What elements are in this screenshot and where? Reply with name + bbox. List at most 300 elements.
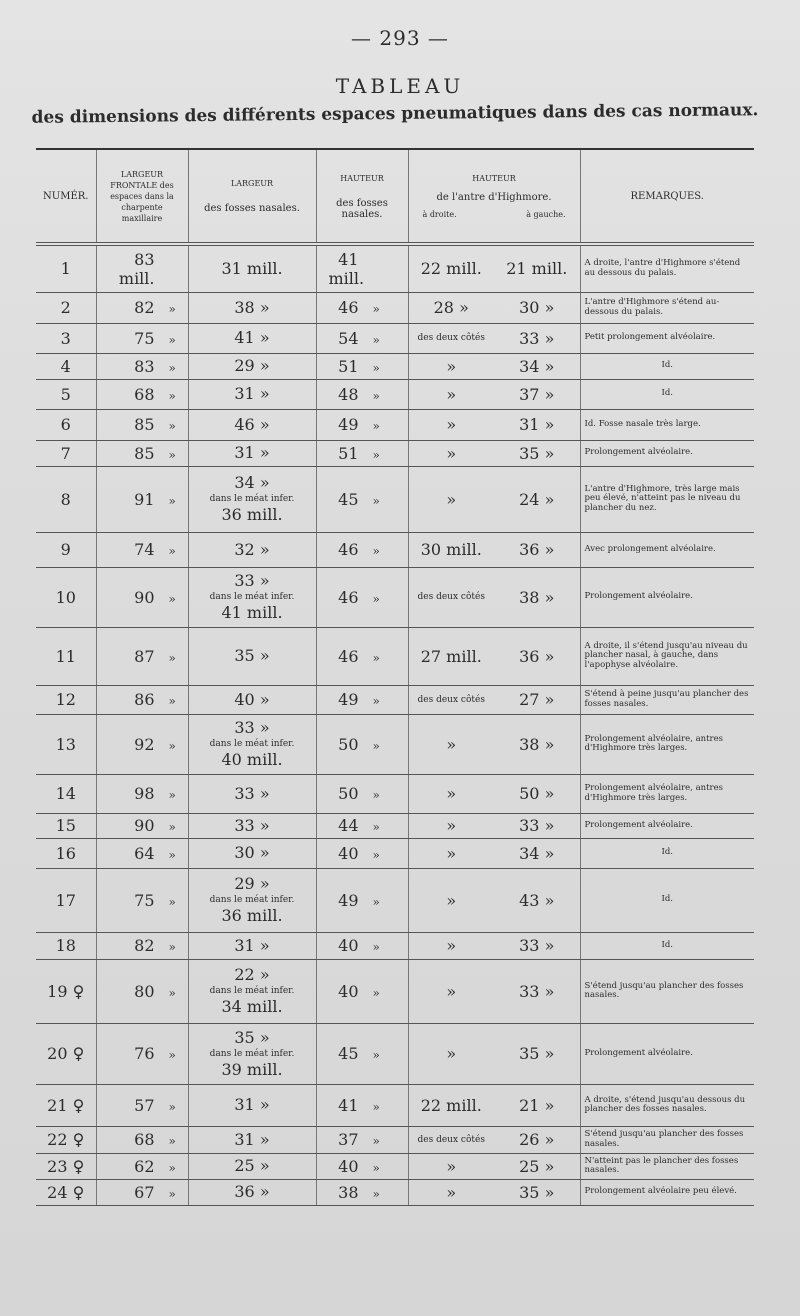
cell-remarques: Avec prolongement alvéolaire. — [580, 532, 754, 567]
ditto-mark: » — [372, 1160, 380, 1175]
ditto-mark: » — [372, 1134, 380, 1148]
dimensions-table — [36, 148, 754, 1206]
largeur-note: dans le méat infer. — [209, 986, 295, 996]
cell-numero: 7 — [36, 440, 96, 466]
cell-largeur — [188, 774, 316, 813]
largeur-frontale-value: 64 — [134, 843, 155, 863]
cell-numero: 18 — [36, 932, 96, 959]
table-row — [36, 440, 754, 466]
hauteur-value: 46 — [338, 298, 359, 317]
antre-gauche-value: 36 » — [519, 646, 555, 666]
largeur-frontale-value: 75 — [134, 890, 155, 910]
antre-droite-value: » — [446, 1156, 457, 1176]
cell-remarques: Id. — [580, 353, 754, 379]
table-row — [36, 532, 754, 567]
ditto-mark: » — [372, 1048, 380, 1062]
largeur-value: 33 » — [234, 571, 270, 590]
antre-values — [409, 540, 580, 559]
largeur-value: 30 » — [234, 843, 270, 862]
hauteur-value: 37 — [338, 1130, 359, 1149]
cell-largeur-frontale — [96, 1179, 188, 1205]
largeur-note: dans le méat infer. — [209, 739, 295, 749]
ditto-mark: » — [168, 591, 176, 606]
antre-values — [409, 1096, 580, 1115]
cell-remarques: L'antre d'Highmore s'étend au-dessous du palais. — [580, 292, 754, 323]
table-row — [36, 567, 754, 627]
cell-remarques: Id. — [580, 379, 754, 409]
antre-values — [409, 357, 580, 376]
largeur-value: 36 » — [234, 1182, 270, 1201]
hauteur-value: 51 — [338, 356, 359, 376]
antre-gauche-value: 30 » — [519, 298, 555, 317]
antre-droite-value: 27 mill. — [420, 646, 482, 666]
table-row — [36, 813, 754, 838]
table-row — [36, 353, 754, 379]
antre-gauche-value: 43 » — [519, 890, 555, 910]
ditto-mark: » — [372, 360, 380, 375]
ditto-mark: » — [372, 1186, 380, 1201]
cell-hauteur — [316, 409, 408, 440]
cell-numero: 6 — [36, 409, 96, 440]
ditto-mark: » — [168, 544, 176, 558]
largeur-meat-value: 36 mill. — [221, 505, 283, 524]
largeur-frontale-value: 68 — [134, 384, 155, 404]
antre-gauche-value: 27 » — [519, 690, 555, 709]
antre-values — [409, 784, 580, 803]
largeur-frontale-value: 91 — [134, 489, 155, 509]
antre-values — [409, 982, 580, 1001]
table-row — [36, 1179, 754, 1205]
antre-gauche-value: 34 » — [519, 356, 555, 376]
cell-remarques: S'étend jusqu'au plancher des fosses nasales. — [580, 1126, 754, 1153]
antre-droite-value: » — [446, 843, 457, 863]
antre-droite-value: 30 mill. — [420, 540, 482, 559]
largeur-note: dans le méat infer. — [209, 1048, 295, 1059]
cell-numero: 1 — [36, 244, 96, 292]
antre-gauche-value: 35 » — [519, 1044, 555, 1063]
cell-hauteur — [316, 353, 408, 379]
cell-largeur — [188, 868, 316, 932]
table-row — [36, 714, 754, 774]
hauteur-value: 51 — [338, 443, 359, 463]
largeur-frontale-value: 74 — [134, 540, 155, 559]
cell-numero: 22 ♀ — [36, 1126, 96, 1153]
largeur-value: 31 » — [234, 443, 270, 462]
cell-largeur — [188, 532, 316, 567]
table-row — [36, 1126, 754, 1153]
page-number: — 293 — — [351, 26, 449, 50]
cell-remarques: Prolongement alvéolaire. — [580, 813, 754, 838]
largeur-value: 40 » — [234, 689, 270, 709]
antre-values — [409, 1157, 580, 1176]
largeur-frontale-value: 92 — [134, 734, 155, 754]
antre-values — [409, 588, 580, 607]
table-row — [36, 868, 754, 932]
antre-values — [409, 490, 580, 509]
ditto-mark: » — [372, 591, 380, 606]
antre-gauche-value: 37 » — [519, 384, 555, 404]
cell-hauteur — [316, 1023, 408, 1084]
antre-values — [409, 385, 580, 404]
cell-numero: 12 — [36, 685, 96, 714]
largeur-value: 46 » — [234, 414, 270, 434]
cell-hauteur-antre — [408, 627, 580, 685]
cell-numero: 2 — [36, 292, 96, 323]
table-row — [36, 466, 754, 532]
table-title: TABLEAU — [335, 74, 465, 98]
ditto-mark: » — [168, 985, 176, 1000]
table-row — [36, 627, 754, 685]
cell-remarques: A droite, l'antre d'Highmore s'étend au dessous du palais. — [580, 244, 754, 292]
ditto-mark: » — [168, 419, 176, 433]
antre-gauche-value: 35 » — [519, 1182, 555, 1202]
antre-gauche-value: 50 » — [519, 784, 555, 803]
cell-remarques: Id. Fosse nasale très large. — [580, 409, 754, 440]
ditto-mark: » — [372, 985, 380, 1000]
cell-largeur — [188, 838, 316, 868]
header-remarques: REMARQUES. — [580, 149, 754, 244]
cell-largeur-frontale — [96, 685, 188, 714]
table-subtitle: des dimensions des différents espaces pneumatiques dans des cas normaux. — [31, 100, 759, 128]
table-row — [36, 932, 754, 959]
antre-gauche-value: 38 » — [519, 734, 555, 754]
largeur-frontale-value: 90 — [134, 816, 155, 835]
cell-remarques: Prolongement alvéolaire peu élevé. — [580, 1179, 754, 1205]
cell-remarques: Prolongement alvéolaire. — [580, 567, 754, 627]
antre-droite-value: » — [446, 816, 457, 835]
cell-largeur-frontale — [96, 838, 188, 868]
largeur-meat-value: 36 mill. — [221, 906, 283, 925]
cell-largeur — [188, 244, 316, 292]
antre-droite-value: 22 mill. — [420, 1095, 482, 1115]
cell-hauteur-antre — [408, 868, 580, 932]
cell-largeur-frontale — [96, 466, 188, 532]
ditto-mark: » — [372, 388, 380, 403]
antre-droite-value: » — [446, 784, 457, 803]
antre-droite-value: » — [446, 356, 457, 376]
table-row — [36, 685, 754, 714]
cell-numero: 3 — [36, 323, 96, 353]
cell-largeur — [188, 959, 316, 1023]
cell-hauteur-antre — [408, 813, 580, 838]
antre-values — [409, 1130, 580, 1149]
cell-largeur — [188, 813, 316, 838]
ditto-mark: » — [372, 847, 380, 862]
largeur-value: 31 » — [234, 384, 270, 403]
largeur-frontale-value: 85 — [134, 443, 155, 463]
cell-hauteur — [316, 838, 408, 868]
largeur-frontale-value: 82 — [134, 298, 155, 317]
ditto-mark: » — [372, 1099, 380, 1114]
largeur-value: 33 » — [234, 783, 270, 803]
largeur-value: 31 » — [234, 935, 270, 955]
cell-hauteur — [316, 959, 408, 1023]
largeur-meat-value: 41 mill. — [221, 603, 283, 622]
hauteur-value: 50 — [338, 784, 359, 803]
cell-hauteur-antre — [408, 932, 580, 959]
largeur-frontale-value: 67 — [134, 1182, 155, 1202]
antre-values — [409, 1044, 580, 1063]
header-numero: NUMÉR. — [36, 149, 96, 244]
largeur-value: 32 » — [234, 539, 270, 559]
largeur-frontale-value: 62 — [134, 1156, 155, 1176]
antre-droite-value: » — [446, 734, 457, 754]
ditto-mark: » — [168, 360, 176, 375]
table-row — [36, 1023, 754, 1084]
cell-largeur-frontale — [96, 323, 188, 353]
antre-values — [409, 444, 580, 463]
cell-remarques: Prolongement alvéolaire. — [580, 440, 754, 466]
antre-values — [409, 690, 580, 709]
cell-numero: 11 — [36, 627, 96, 685]
hauteur-value: 45 — [338, 1044, 359, 1063]
cell-hauteur — [316, 379, 408, 409]
antre-values — [409, 415, 580, 434]
table-row — [36, 838, 754, 868]
ditto-mark: » — [168, 447, 176, 462]
cell-numero: 4 — [36, 353, 96, 379]
cell-hauteur-antre — [408, 244, 580, 292]
cell-hauteur — [316, 323, 408, 353]
ditto-mark: » — [372, 447, 380, 462]
hauteur-value: 40 — [338, 936, 359, 955]
cell-hauteur-antre — [408, 1126, 580, 1153]
antre-droite-value: » — [446, 1044, 457, 1063]
largeur-meat-value: 39 mill. — [221, 1059, 283, 1079]
cell-hauteur — [316, 627, 408, 685]
antre-gauche-value: 33 » — [519, 816, 555, 835]
table-row — [36, 1084, 754, 1126]
cell-largeur — [188, 1179, 316, 1205]
ditto-mark: » — [168, 493, 176, 508]
antre-values — [409, 735, 580, 754]
cell-largeur-frontale — [96, 440, 188, 466]
cell-remarques: Prolongement alvéolaire, antres d'Highmore très larges. — [580, 714, 754, 774]
header-largeur-frontale: LARGEUR FRONTALE des espaces dans la charpente maxillaire — [96, 149, 188, 244]
largeur-frontale-value: 80 — [134, 981, 155, 1001]
hauteur-value: 48 — [338, 384, 359, 404]
cell-remarques: A droite, il s'étend jusqu'au niveau du plancher nasal, à gauche, dans l'apophyse alvéolaire. — [580, 627, 754, 685]
cell-hauteur — [316, 466, 408, 532]
largeur-value: 41 » — [234, 328, 270, 347]
cell-hauteur — [316, 567, 408, 627]
cell-hauteur — [316, 868, 408, 932]
largeur-frontale-value: 87 — [134, 646, 155, 666]
cell-numero: 15 — [36, 813, 96, 838]
cell-largeur — [188, 567, 316, 627]
cell-largeur — [188, 1023, 316, 1084]
antre-gauche-value: 33 » — [519, 936, 555, 955]
ditto-mark: » — [168, 1160, 176, 1175]
largeur-frontale-value: 83 — [134, 356, 155, 376]
largeur-note: dans le méat infer. — [209, 494, 295, 504]
cell-remarques: L'antre d'Highmore, très large mais peu élevé, n'atteint pas le niveau du plancher du nez. — [580, 466, 754, 532]
cell-hauteur-antre — [408, 714, 580, 774]
cell-largeur-frontale — [96, 1084, 188, 1126]
cell-hauteur-antre — [408, 1153, 580, 1179]
largeur-frontale-value: 57 — [134, 1095, 155, 1115]
cell-largeur — [188, 323, 316, 353]
antre-gauche-value: 33 » — [519, 981, 555, 1001]
cell-largeur-frontale — [96, 567, 188, 627]
ditto-mark: » — [372, 694, 380, 708]
ditto-mark: » — [168, 788, 176, 802]
hauteur-value: 38 — [338, 1182, 359, 1202]
cell-hauteur — [316, 1084, 408, 1126]
cell-numero: 19 ♀ — [36, 959, 96, 1023]
largeur-value: 29 » — [234, 356, 270, 375]
cell-numero: 16 — [36, 838, 96, 868]
cell-hauteur — [316, 1179, 408, 1205]
cell-largeur — [188, 466, 316, 532]
cell-hauteur-antre — [408, 1023, 580, 1084]
largeur-frontale-value: 86 — [134, 690, 155, 709]
cell-numero: 8 — [36, 466, 96, 532]
hauteur-value: 46 — [338, 646, 359, 666]
ditto-mark: » — [372, 544, 380, 558]
cell-numero: 21 ♀ — [36, 1084, 96, 1126]
hauteur-value: 40 — [338, 981, 359, 1001]
antre-gauche-value: 36 » — [519, 540, 555, 559]
cell-largeur — [188, 409, 316, 440]
ditto-mark: » — [372, 419, 380, 433]
largeur-frontale-value: 76 — [134, 1044, 155, 1063]
cell-remarques: N'atteint pas le plancher des fosses nasales. — [580, 1153, 754, 1179]
antre-values — [409, 259, 580, 278]
table-row — [36, 959, 754, 1023]
antre-droite-value: 28 » — [433, 298, 469, 317]
cell-largeur — [188, 379, 316, 409]
ditto-mark: » — [372, 738, 380, 753]
ditto-mark: » — [168, 894, 176, 909]
ditto-mark: » — [168, 738, 176, 753]
largeur-frontale-value: 82 — [134, 936, 155, 955]
largeur-value: 35 » — [234, 646, 270, 665]
hauteur-value: 40 — [338, 843, 359, 863]
table-body — [36, 244, 754, 1205]
cell-hauteur-antre — [408, 353, 580, 379]
ditto-mark: » — [372, 820, 380, 834]
cell-hauteur-antre — [408, 379, 580, 409]
ditto-mark: » — [372, 493, 380, 508]
cell-largeur — [188, 1153, 316, 1179]
antre-droite-value: » — [446, 890, 457, 910]
cell-hauteur-antre — [408, 1084, 580, 1126]
antre-droite-value: des deux côtés — [417, 1134, 485, 1145]
antre-values — [409, 816, 580, 835]
ditto-mark: » — [372, 788, 380, 802]
antre-droite-value: » — [446, 936, 457, 955]
ditto-mark: » — [372, 940, 380, 954]
table-row — [36, 323, 754, 353]
cell-hauteur-antre — [408, 292, 580, 323]
cell-remarques: S'étend jusqu'au plancher des fosses nasales. — [580, 959, 754, 1023]
antre-gauche-value: 25 » — [519, 1156, 555, 1176]
cell-largeur-frontale — [96, 353, 188, 379]
ditto-mark: » — [372, 332, 380, 347]
ditto-mark: » — [168, 650, 176, 665]
cell-remarques: A droite, s'étend jusqu'au dessous du plancher des fosses nasales. — [580, 1084, 754, 1126]
antre-droite-value: des deux côtés — [417, 694, 485, 705]
header-a-droite: à droite. — [422, 209, 457, 219]
table-row — [36, 409, 754, 440]
cell-hauteur-antre — [408, 323, 580, 353]
largeur-note: dans le méat infer. — [209, 895, 295, 905]
ditto-mark: » — [372, 650, 380, 665]
header-hauteur: HAUTEUR des fosses nasales. — [316, 149, 408, 244]
antre-gauche-value: 21 » — [519, 1095, 555, 1115]
table-row — [36, 244, 754, 292]
cell-hauteur-antre — [408, 409, 580, 440]
cell-largeur-frontale — [96, 532, 188, 567]
cell-numero: 17 — [36, 868, 96, 932]
largeur-frontale-value: 90 — [134, 587, 155, 607]
largeur-meat-value: 34 mill. — [221, 997, 283, 1016]
largeur-value: 29 » — [234, 874, 270, 893]
cell-numero: 24 ♀ — [36, 1179, 96, 1205]
antre-droite-value: » — [446, 489, 457, 509]
cell-remarques: Prolongement alvéolaire, antres d'Highmore très larges. — [580, 774, 754, 813]
cell-hauteur — [316, 774, 408, 813]
antre-gauche-value: 33 » — [519, 328, 555, 348]
cell-largeur-frontale — [96, 1023, 188, 1084]
cell-hauteur-antre — [408, 685, 580, 714]
cell-largeur — [188, 292, 316, 323]
ditto-mark: » — [372, 302, 380, 316]
cell-hauteur — [316, 685, 408, 714]
largeur-value: 31 » — [234, 1095, 270, 1114]
hauteur-value: 45 — [338, 489, 359, 509]
largeur-value: 25 » — [234, 1156, 270, 1175]
antre-values — [409, 844, 580, 863]
cell-numero: 20 ♀ — [36, 1023, 96, 1084]
antre-droite-value: 22 mill. — [420, 259, 482, 279]
hauteur-value: 49 — [338, 690, 359, 709]
antre-values — [409, 329, 580, 348]
cell-remarques: Prolongement alvéolaire. — [580, 1023, 754, 1084]
header-largeur: LARGEUR des fosses nasales. — [188, 149, 316, 244]
cell-hauteur-antre — [408, 959, 580, 1023]
largeur-frontale-value: 83 mill. — [118, 249, 155, 288]
cell-hauteur — [316, 1153, 408, 1179]
hauteur-value: 49 — [338, 890, 359, 910]
cell-largeur — [188, 1084, 316, 1126]
cell-numero: 9 — [36, 532, 96, 567]
cell-largeur-frontale — [96, 1126, 188, 1153]
ditto-mark: » — [168, 847, 176, 862]
ditto-mark: » — [168, 1099, 176, 1114]
ditto-mark: » — [168, 302, 176, 316]
cell-largeur — [188, 1126, 316, 1153]
cell-largeur — [188, 714, 316, 774]
cell-largeur-frontale — [96, 627, 188, 685]
ditto-mark: » — [168, 388, 176, 403]
cell-largeur-frontale — [96, 379, 188, 409]
cell-hauteur-antre — [408, 532, 580, 567]
hauteur-value: 50 — [338, 734, 359, 754]
cell-hauteur-antre — [408, 1179, 580, 1205]
cell-largeur-frontale — [96, 714, 188, 774]
hauteur-value: 44 — [338, 816, 359, 835]
cell-largeur-frontale — [96, 774, 188, 813]
antre-droite-value: des deux côtés — [417, 333, 485, 343]
table-row — [36, 292, 754, 323]
largeur-value: 31 » — [234, 1129, 270, 1149]
hauteur-value: 41 mill. — [328, 249, 365, 288]
cell-remarques: S'étend à peine jusqu'au plancher des fosses nasales. — [580, 685, 754, 714]
cell-numero: 13 — [36, 714, 96, 774]
largeur-value: 33 » — [234, 718, 270, 737]
